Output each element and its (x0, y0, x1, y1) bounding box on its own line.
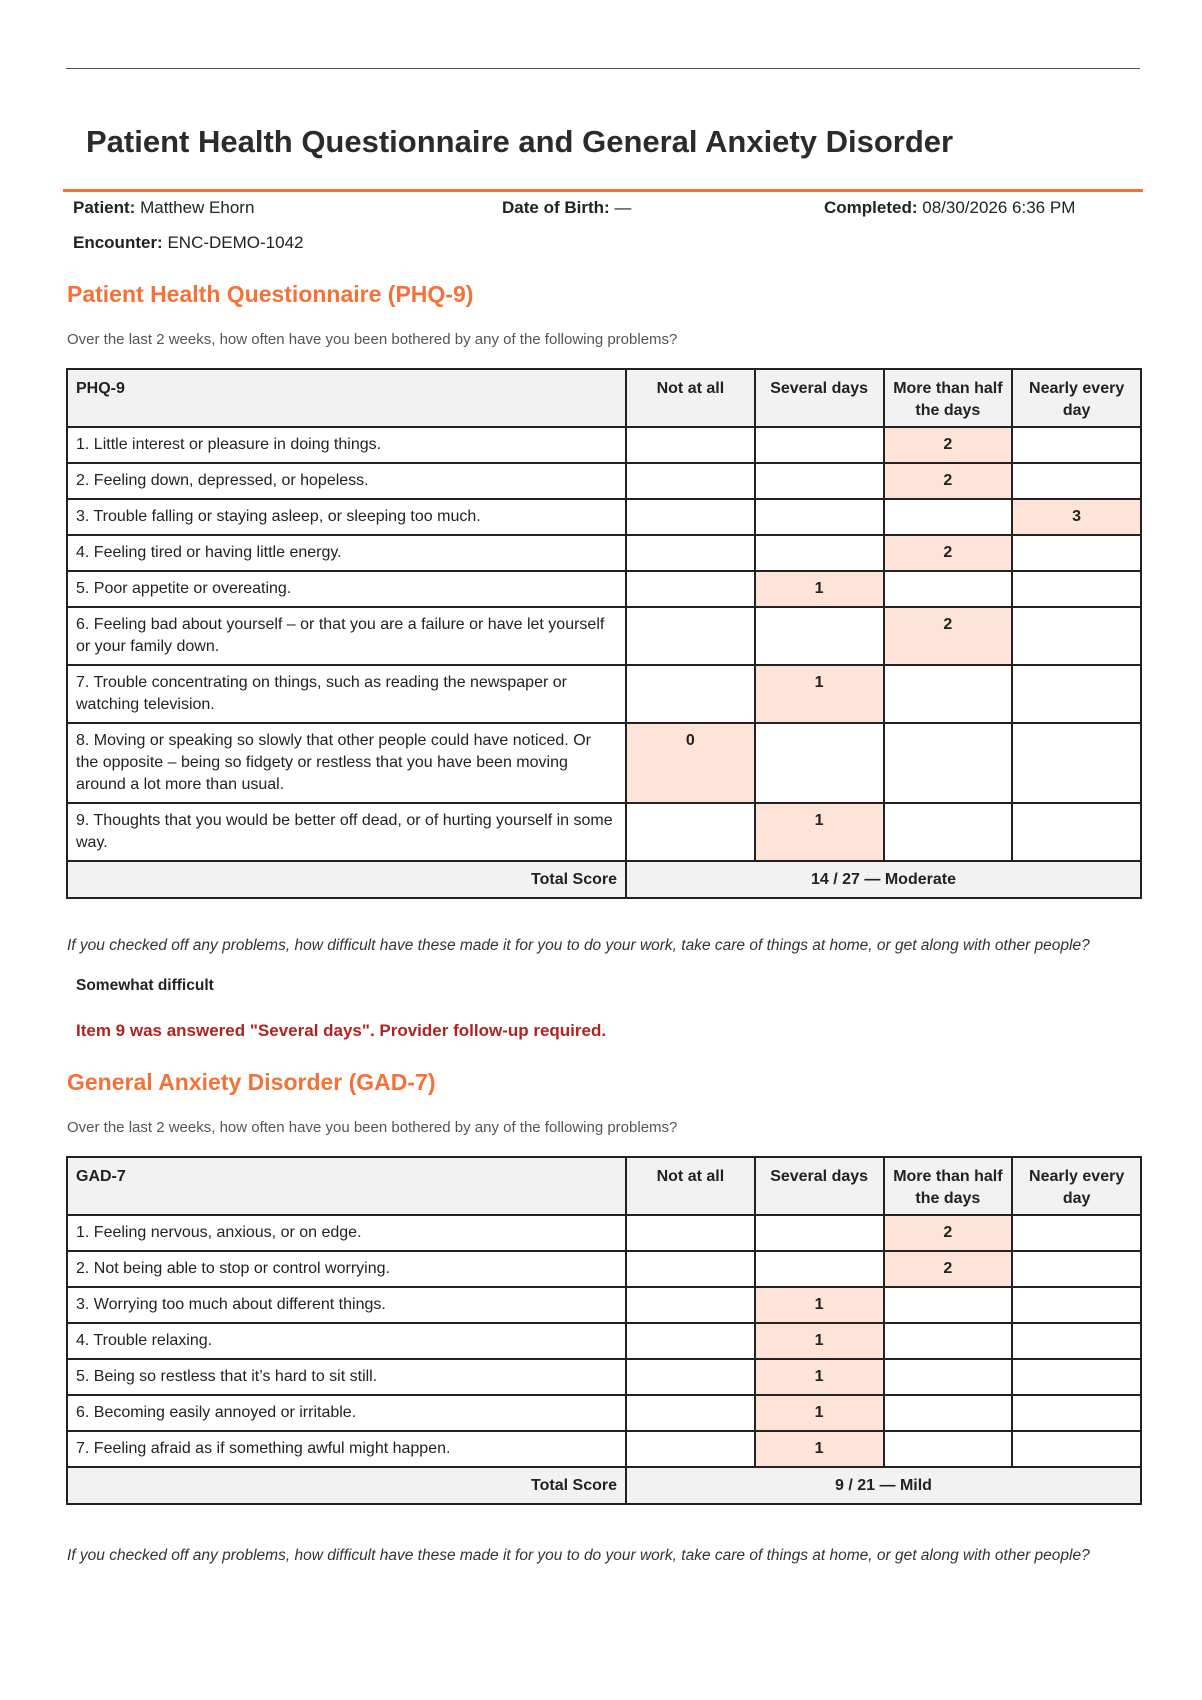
gad7-table (66, 1156, 1142, 1505)
answer-cell (755, 499, 884, 535)
phq9-header-row (67, 369, 1141, 427)
answer-cell (884, 499, 1013, 535)
gad7-difficulty-question: If you checked off any problems, how difficult have these made it for you to do your work, take care of things at home, or get along with other people? (67, 1547, 1090, 1564)
gad7-total-row (67, 1467, 1141, 1504)
answer-cell (626, 607, 755, 665)
gad7-col-several-days: Several days (755, 1157, 884, 1215)
phq9-total-value: 14 / 27 — Moderate (626, 861, 1141, 898)
answer-cell (1012, 571, 1141, 607)
answer-cell (626, 1431, 755, 1467)
answer-cell (755, 463, 884, 499)
question-text: 7. Trouble concentrating on things, such as reading the newspaper or watching television. (67, 665, 626, 723)
phq9-col-several-days: Several days (755, 369, 884, 427)
patient-name-field (73, 198, 254, 218)
gad7-heading: General Anxiety Disorder (GAD-7) (67, 1069, 436, 1095)
question-text: 4. Trouble relaxing. (67, 1323, 626, 1359)
question-text: 4. Feeling tired or having little energy. (67, 535, 626, 571)
question-text: 2. Not being able to stop or control worrying. (67, 1251, 626, 1287)
selected-answer-cell: 1 (755, 571, 884, 607)
phq9-heading: Patient Health Questionnaire (PHQ-9) (67, 281, 474, 307)
question-row (67, 1359, 1141, 1395)
dob-field (502, 198, 631, 218)
answer-cell (626, 571, 755, 607)
item9-alert: Item 9 was answered "Several days". Provider follow-up required. (76, 1021, 607, 1040)
answer-cell (1012, 723, 1141, 803)
question-row (67, 535, 1141, 571)
question-row (67, 463, 1141, 499)
selected-answer-cell: 2 (884, 463, 1013, 499)
answer-cell (884, 1323, 1013, 1359)
answer-cell (884, 1287, 1013, 1323)
gad7-header-row (67, 1157, 1141, 1215)
question-row (67, 1395, 1141, 1431)
answer-cell (755, 535, 884, 571)
answer-cell (1012, 1215, 1141, 1251)
question-row (67, 571, 1141, 607)
selected-answer-cell: 1 (755, 1323, 884, 1359)
answer-cell (626, 1215, 755, 1251)
encounter-label: Encounter: (73, 233, 163, 252)
top-divider (66, 68, 1140, 69)
question-row (67, 607, 1141, 665)
answer-cell (1012, 1251, 1141, 1287)
answer-cell (884, 803, 1013, 861)
answer-cell (626, 1251, 755, 1287)
gad7-col-nearly-every-day: Nearly every day (1012, 1157, 1141, 1215)
gad7-col-not-at-all: Not at all (626, 1157, 755, 1215)
selected-answer-cell: 2 (884, 535, 1013, 571)
answer-cell (1012, 607, 1141, 665)
question-text: 5. Being so restless that it’s hard to sit still. (67, 1359, 626, 1395)
patient-label: Patient: (73, 198, 136, 217)
answer-cell (626, 1323, 755, 1359)
phq9-table (66, 368, 1142, 899)
answer-cell (1012, 1323, 1141, 1359)
question-text: 3. Trouble falling or staying asleep, or sleeping too much. (67, 499, 626, 535)
phq9-total-row (67, 861, 1141, 898)
selected-answer-cell: 2 (884, 1251, 1013, 1287)
question-row (67, 665, 1141, 723)
gad7-total-label: Total Score (67, 1467, 626, 1504)
answer-cell (1012, 1431, 1141, 1467)
question-text: 8. Moving or speaking so slowly that other people could have noticed. Or the opposite – being so fidgety or restless that you have been moving around a lot more than usual. (67, 723, 626, 803)
gad7-col-question: GAD-7 (67, 1157, 626, 1215)
selected-answer-cell: 1 (755, 1359, 884, 1395)
answer-cell (884, 665, 1013, 723)
question-text: 7. Feeling afraid as if something awful might happen. (67, 1431, 626, 1467)
answer-cell (884, 723, 1013, 803)
completed-label: Completed: (824, 198, 918, 217)
gad7-instruction: Over the last 2 weeks, how often have you been bothered by any of the following problems? (67, 1119, 678, 1136)
answer-cell (1012, 1287, 1141, 1323)
selected-answer-cell: 1 (755, 1287, 884, 1323)
question-text: 6. Feeling bad about yourself – or that you are a failure or have let yourself or your family down. (67, 607, 626, 665)
answer-cell (884, 571, 1013, 607)
encounter-field (73, 233, 304, 253)
phq9-instruction: Over the last 2 weeks, how often have you been bothered by any of the following problems? (67, 331, 678, 348)
answer-cell (626, 499, 755, 535)
selected-answer-cell: 2 (884, 427, 1013, 463)
question-text: 1. Feeling nervous, anxious, or on edge. (67, 1215, 626, 1251)
document-title: Patient Health Questionnaire and General Anxiety Disorder (86, 124, 954, 159)
answer-cell (1012, 1359, 1141, 1395)
answer-cell (1012, 803, 1141, 861)
answer-cell (1012, 1395, 1141, 1431)
phq9-col-nearly-every-day: Nearly every day (1012, 369, 1141, 427)
selected-answer-cell: 1 (755, 1431, 884, 1467)
question-row (67, 1431, 1141, 1467)
question-text: 3. Worrying too much about different things. (67, 1287, 626, 1323)
answer-cell (1012, 535, 1141, 571)
phq9-col-more-than-half: More than half the days (884, 369, 1013, 427)
selected-answer-cell: 1 (755, 1395, 884, 1431)
answer-cell (626, 803, 755, 861)
selected-answer-cell: 2 (884, 1215, 1013, 1251)
answer-cell (755, 427, 884, 463)
phq9-total-label: Total Score (67, 861, 626, 898)
question-row (67, 1323, 1141, 1359)
answer-cell (626, 1359, 755, 1395)
question-text: 9. Thoughts that you would be better off dead, or of hurting yourself in some way. (67, 803, 626, 861)
answer-cell (626, 665, 755, 723)
dob-value: — (614, 198, 632, 217)
phq9-difficulty-question: If you checked off any problems, how difficult have these made it for you to do your work, take care of things at home, or get along with other people? (67, 937, 1090, 954)
answer-cell (884, 1395, 1013, 1431)
question-row (67, 803, 1141, 861)
answer-cell (1012, 427, 1141, 463)
question-row (67, 499, 1141, 535)
question-text: 2. Feeling down, depressed, or hopeless. (67, 463, 626, 499)
selected-answer-cell: 2 (884, 607, 1013, 665)
answer-cell (884, 1431, 1013, 1467)
question-row (67, 1215, 1141, 1251)
selected-answer-cell: 0 (626, 723, 755, 803)
answer-cell (626, 535, 755, 571)
answer-cell (626, 427, 755, 463)
question-row (67, 1287, 1141, 1323)
question-row (67, 427, 1141, 463)
selected-answer-cell: 1 (755, 665, 884, 723)
answer-cell (755, 607, 884, 665)
gad7-col-more-than-half: More than half the days (884, 1157, 1013, 1215)
answer-cell (884, 1359, 1013, 1395)
completed-field (824, 198, 1075, 218)
question-row (67, 1251, 1141, 1287)
phq9-col-not-at-all: Not at all (626, 369, 755, 427)
completed-value: 08/30/2026 6:36 PM (922, 198, 1076, 217)
title-underline (63, 189, 1143, 192)
answer-cell (1012, 463, 1141, 499)
phq9-col-question: PHQ-9 (67, 369, 626, 427)
answer-cell (1012, 665, 1141, 723)
answer-cell (755, 1251, 884, 1287)
selected-answer-cell: 3 (1012, 499, 1141, 535)
gad7-body (67, 1215, 1141, 1467)
patient-name: Matthew Ehorn (140, 198, 255, 217)
selected-answer-cell: 1 (755, 803, 884, 861)
answer-cell (755, 723, 884, 803)
question-row (67, 723, 1141, 803)
phq9-difficulty-answer: Somewhat difficult (76, 977, 214, 994)
question-text: 5. Poor appetite or overeating. (67, 571, 626, 607)
gad7-total-value: 9 / 21 — Mild (626, 1467, 1141, 1504)
phq9-body (67, 427, 1141, 861)
answer-cell (626, 1395, 755, 1431)
encounter-value: ENC-DEMO-1042 (167, 233, 304, 252)
answer-cell (626, 463, 755, 499)
answer-cell (755, 1215, 884, 1251)
question-text: 1. Little interest or pleasure in doing things. (67, 427, 626, 463)
question-text: 6. Becoming easily annoyed or irritable. (67, 1395, 626, 1431)
answer-cell (626, 1287, 755, 1323)
dob-label: Date of Birth: (502, 198, 610, 217)
